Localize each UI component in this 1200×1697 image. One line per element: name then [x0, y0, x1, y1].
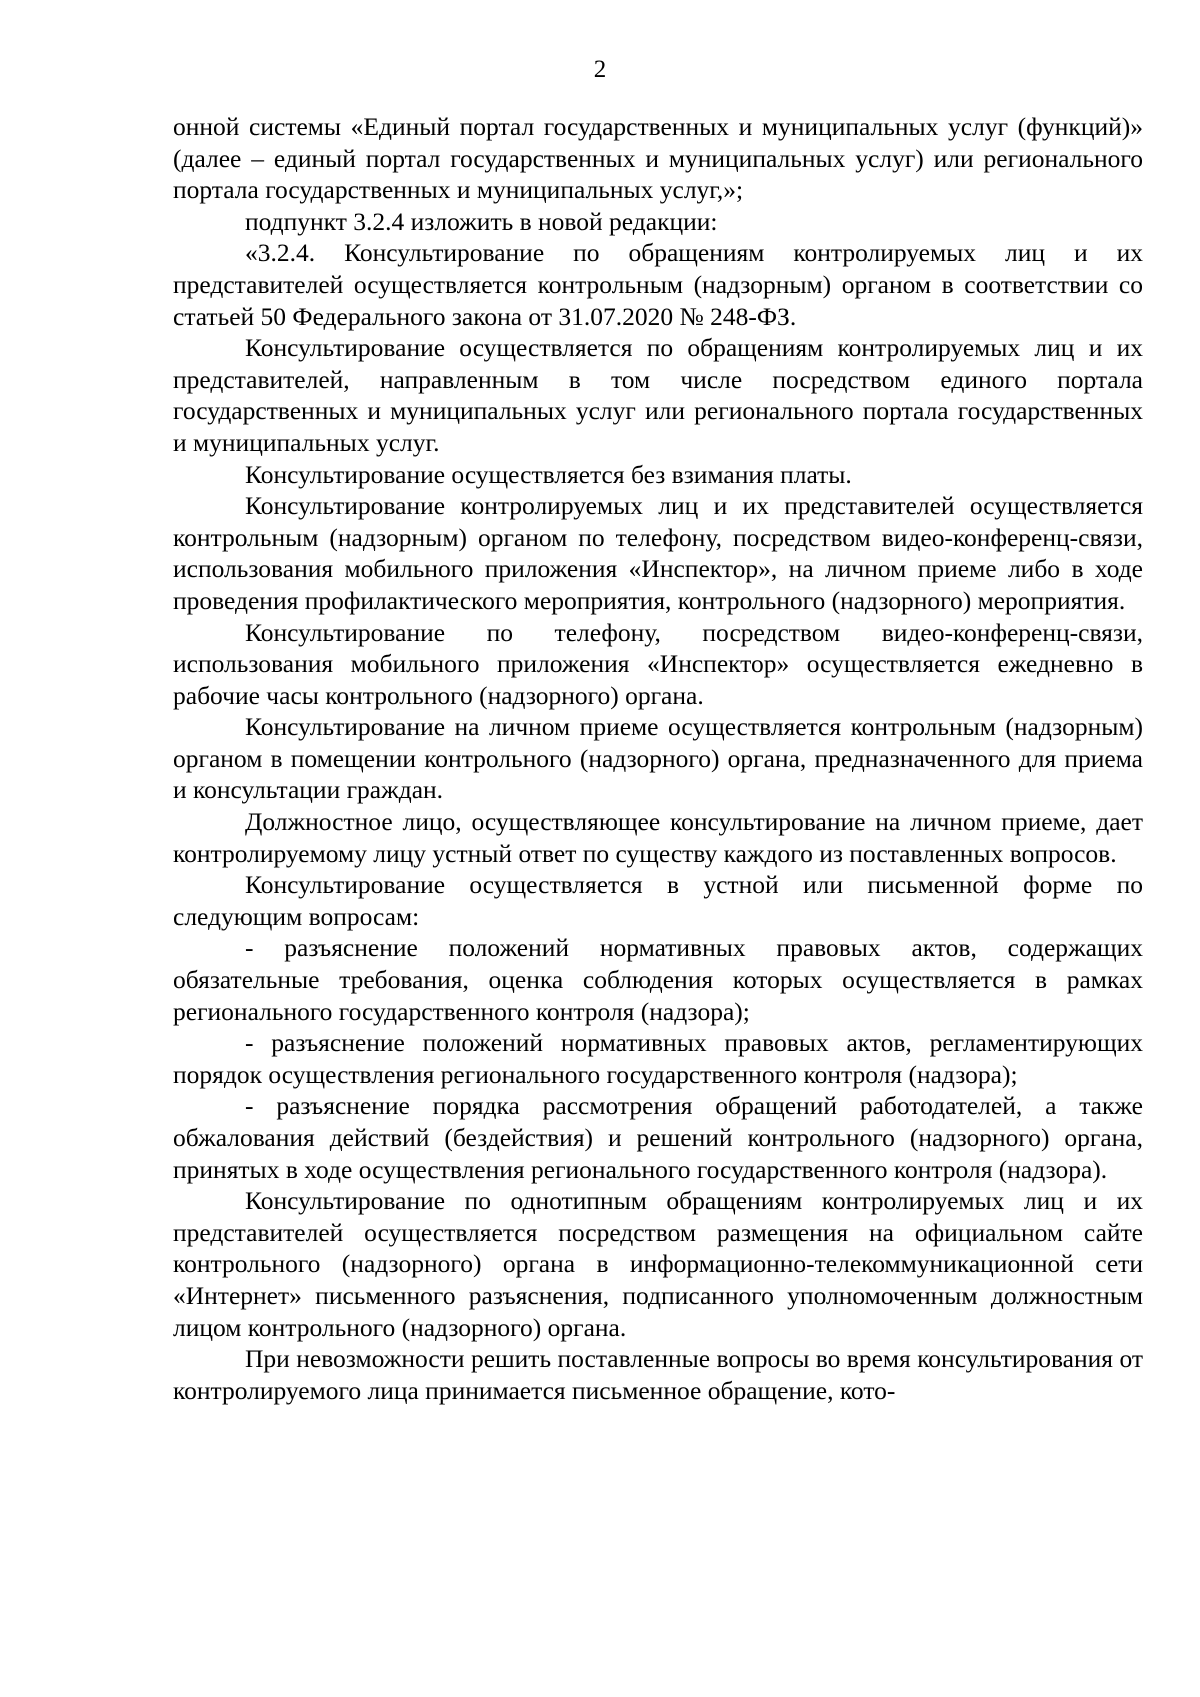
paragraph-consulting-phone: Консультирование по телефону, посредством видео-конференц-связи, использования мобильного приложения «Инспектор» осуществляется ежедневно в рабочие часы контрольного (надзорного) органа. — [173, 617, 1143, 710]
paragraph-consulting-basis: «3.2.4. Консультирование по обращениям контролируемых лиц и их представителей осуществляется контрольным (надзорным) органом в соответствии со статьей 50 Федерального закона от 31.07.2020 № 248-ФЗ. — [173, 238, 1143, 331]
page-number: 2 — [593, 56, 607, 83]
paragraph-written-request: При невозможности решить поставленные вопросы во время консультирования от контролируемого лица принимается письменное обращение, кото- — [173, 1344, 1143, 1405]
paragraph-consulting-topics: Консультирование осуществляется в устной или письменной форме по следующим вопросам: — [173, 870, 1143, 931]
paragraph-official-answer: Должностное лицо, осуществляющее консультирование на личном приеме, дает контролируемому лицу устный ответ по существу каждого из поставленных вопросов. — [173, 807, 1143, 868]
paragraph-similar-requests: Консультирование по однотипным обращениям контролируемых лиц и их представителей осуществляется посредством размещения на официальном сайте контрольного (надзорного) органа в информационно-телекоммуникационной сети «Интернет» письменного разъяснения, подписанного уполномоченным должностным лицом контрольного (надзорного) органа. — [173, 1186, 1143, 1342]
paragraph-consulting-requests: Консультирование осуществляется по обращениям контролируемых лиц и их представителей, направленным в том числе посредством единого портала государственных и муниципальных услуг или регионального портала государственных и муниципальных услуг. — [173, 333, 1143, 457]
paragraph-portal-definition: онной системы «Единый портал государственных и муниципальных услуг (функций)» (далее – единый портал государственных и муниципальных услуг) или регионального портала государственных и муниципальных услуг,»; — [173, 112, 1143, 205]
paragraph-consulting-methods: Консультирование контролируемых лиц и их представителей осуществляется контрольным (надзорным) органом по телефону, посредством видео-конференц-связи, использования мобильного приложения «Инспектор», на личном приеме либо в ходе проведения профилактического мероприятия, контрольного (надзорного) мероприятия. — [173, 491, 1143, 615]
list-item-topic-procedure: - разъяснение положений нормативных правовых актов, регламентирующих порядок осуществления регионального государственного контроля (надзора); — [173, 1028, 1143, 1089]
paragraph-subitem-instruction: подпункт 3.2.4 изложить в новой редакции: — [245, 206, 718, 236]
paragraph-consulting-in-person: Консультирование на личном приеме осуществляется контрольным (надзорным) органом в помещении контрольного (надзорного) органа, предназначенного для приема и консультации граждан. — [173, 712, 1143, 805]
list-item-topic-requirements: - разъяснение положений нормативных правовых актов, содержащих обязательные требования, оценка соблюдения которых осуществляется в рамках регионального государственного контроля (надзора); — [173, 933, 1143, 1026]
list-item-topic-appeals: - разъяснение порядка рассмотрения обращений работодателей, а также обжалования действий (бездействия) и решений контрольного (надзорного) органа, принятых в ходе осуществления регионального государственного контроля (надзора). — [173, 1091, 1143, 1184]
document-body — [173, 111, 1143, 1406]
paragraph-consulting-free: Консультирование осуществляется без взимания платы. — [245, 459, 852, 489]
